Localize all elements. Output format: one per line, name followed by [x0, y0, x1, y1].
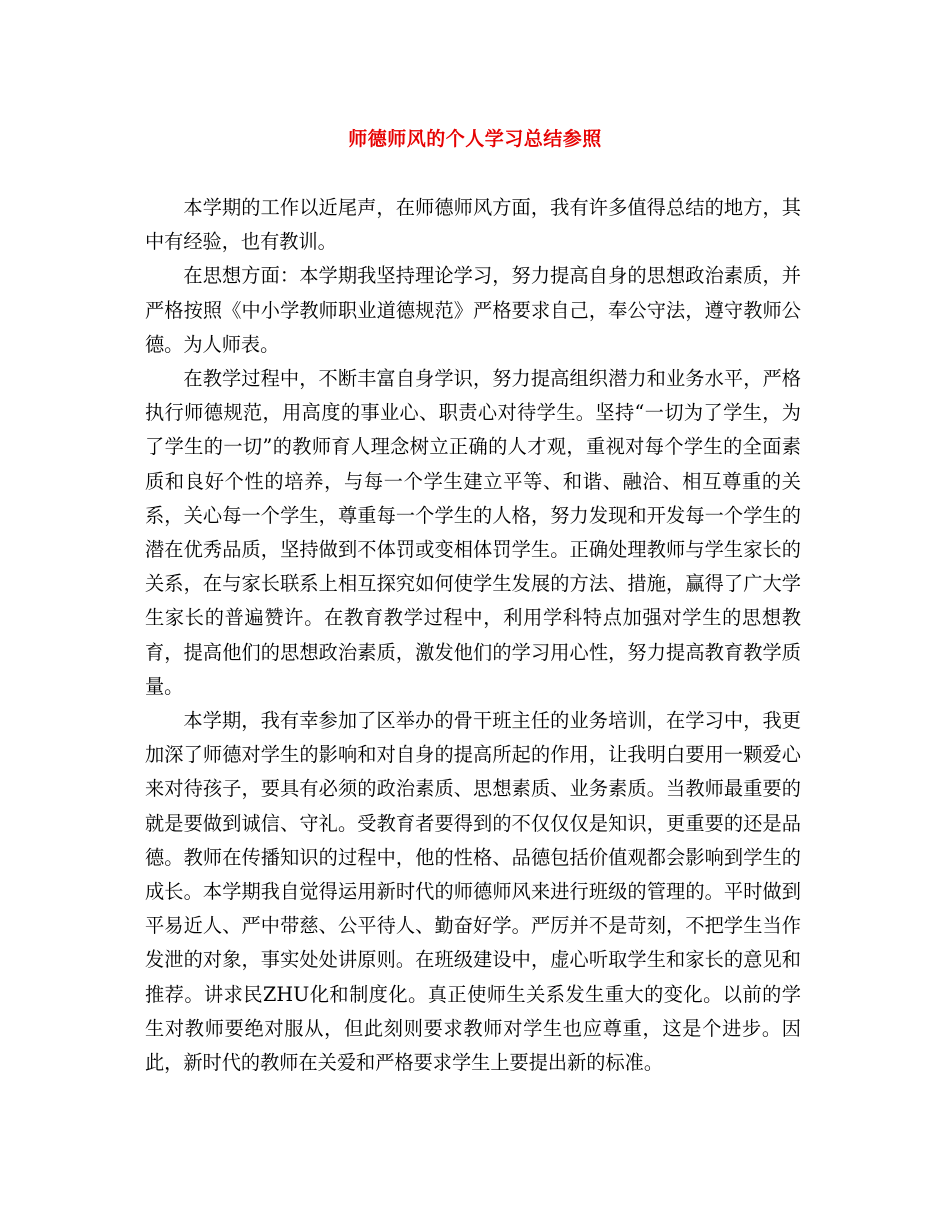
paragraph-training: 本学期，我有幸参加了区举办的骨干班主任的业务培训，在学习中，我更加深了师德对学生的影响和对自身的提高所起的作用，让我明白要用一颗爱心来对待孩子，要具有必须的政治素质、思想素质、业务素质。当教师最重要的就是要做到诚信、守礼。受教育者要得到的不仅仅仅是知识，更重要的还是品德。教师在传播知识的过程中，他的性格、品德包括价值观都会影响到学生的成长。本学期我自觉得运用新时代的师德师风来进行班级的管理的。平时做到平易近人、严中带慈、公平待人、勤奋好学。严厉并不是苛刻，不把学生当作发泄的对象，事实处处讲原则。在班级建设中，虚心听取学生和家长的意见和推荐。讲求民ZHU化和制度化。真正使师生关系发生重大的变化。以前的学生对教师要绝对服从，但此刻则要求教师对学生也应尊重，这是个进步。因此，新时代的教师在关爱和严格要求学生上要提出新的标准。 [145, 709, 801, 1075]
document-body [145, 191, 801, 1080]
document-title: 师德师风的个人学习总结参照 [348, 128, 602, 150]
paragraph-intro: 本学期的工作以近尾声，在师德师风方面，我有许多值得总结的地方，其中有经验，也有教训。 [145, 196, 801, 254]
paragraph-ideology: 在思想方面：本学期我坚持理论学习，努力提高自身的思想政治素质，并严格按照《中小学教师职业道德规范》严格要求自己，奉公守法，遵守教师公德。为人师表。 [145, 264, 801, 356]
paragraph-teaching: 在教学过程中，不断丰富自身学识，努力提高组织潜力和业务水平，严格执行师德规范，用高度的事业心、职责心对待学生。坚持“一切为了学生，为了学生的一切”的教师育人理念树立正确的人才观，重视对每个学生的全面素质和良好个性的培养，与每一个学生建立平等、和谐、融洽、相互尊重的关系，关心每一个学生，尊重每一个学生的人格，努力发现和开发每一个学生的潜在优秀品质，坚持做到不体罚或变相体罚学生。正确处理教师与学生家长的关系，在与家长联系上相互探究如何使学生发展的方法、措施，赢得了广大学生家长的普遍赞许。在教育教学过程中，利用学科特点加强对学生的思想教育，提高他们的思想政治素质，激发他们的学习用心性，努力提高教育教学质量。 [145, 367, 801, 698]
